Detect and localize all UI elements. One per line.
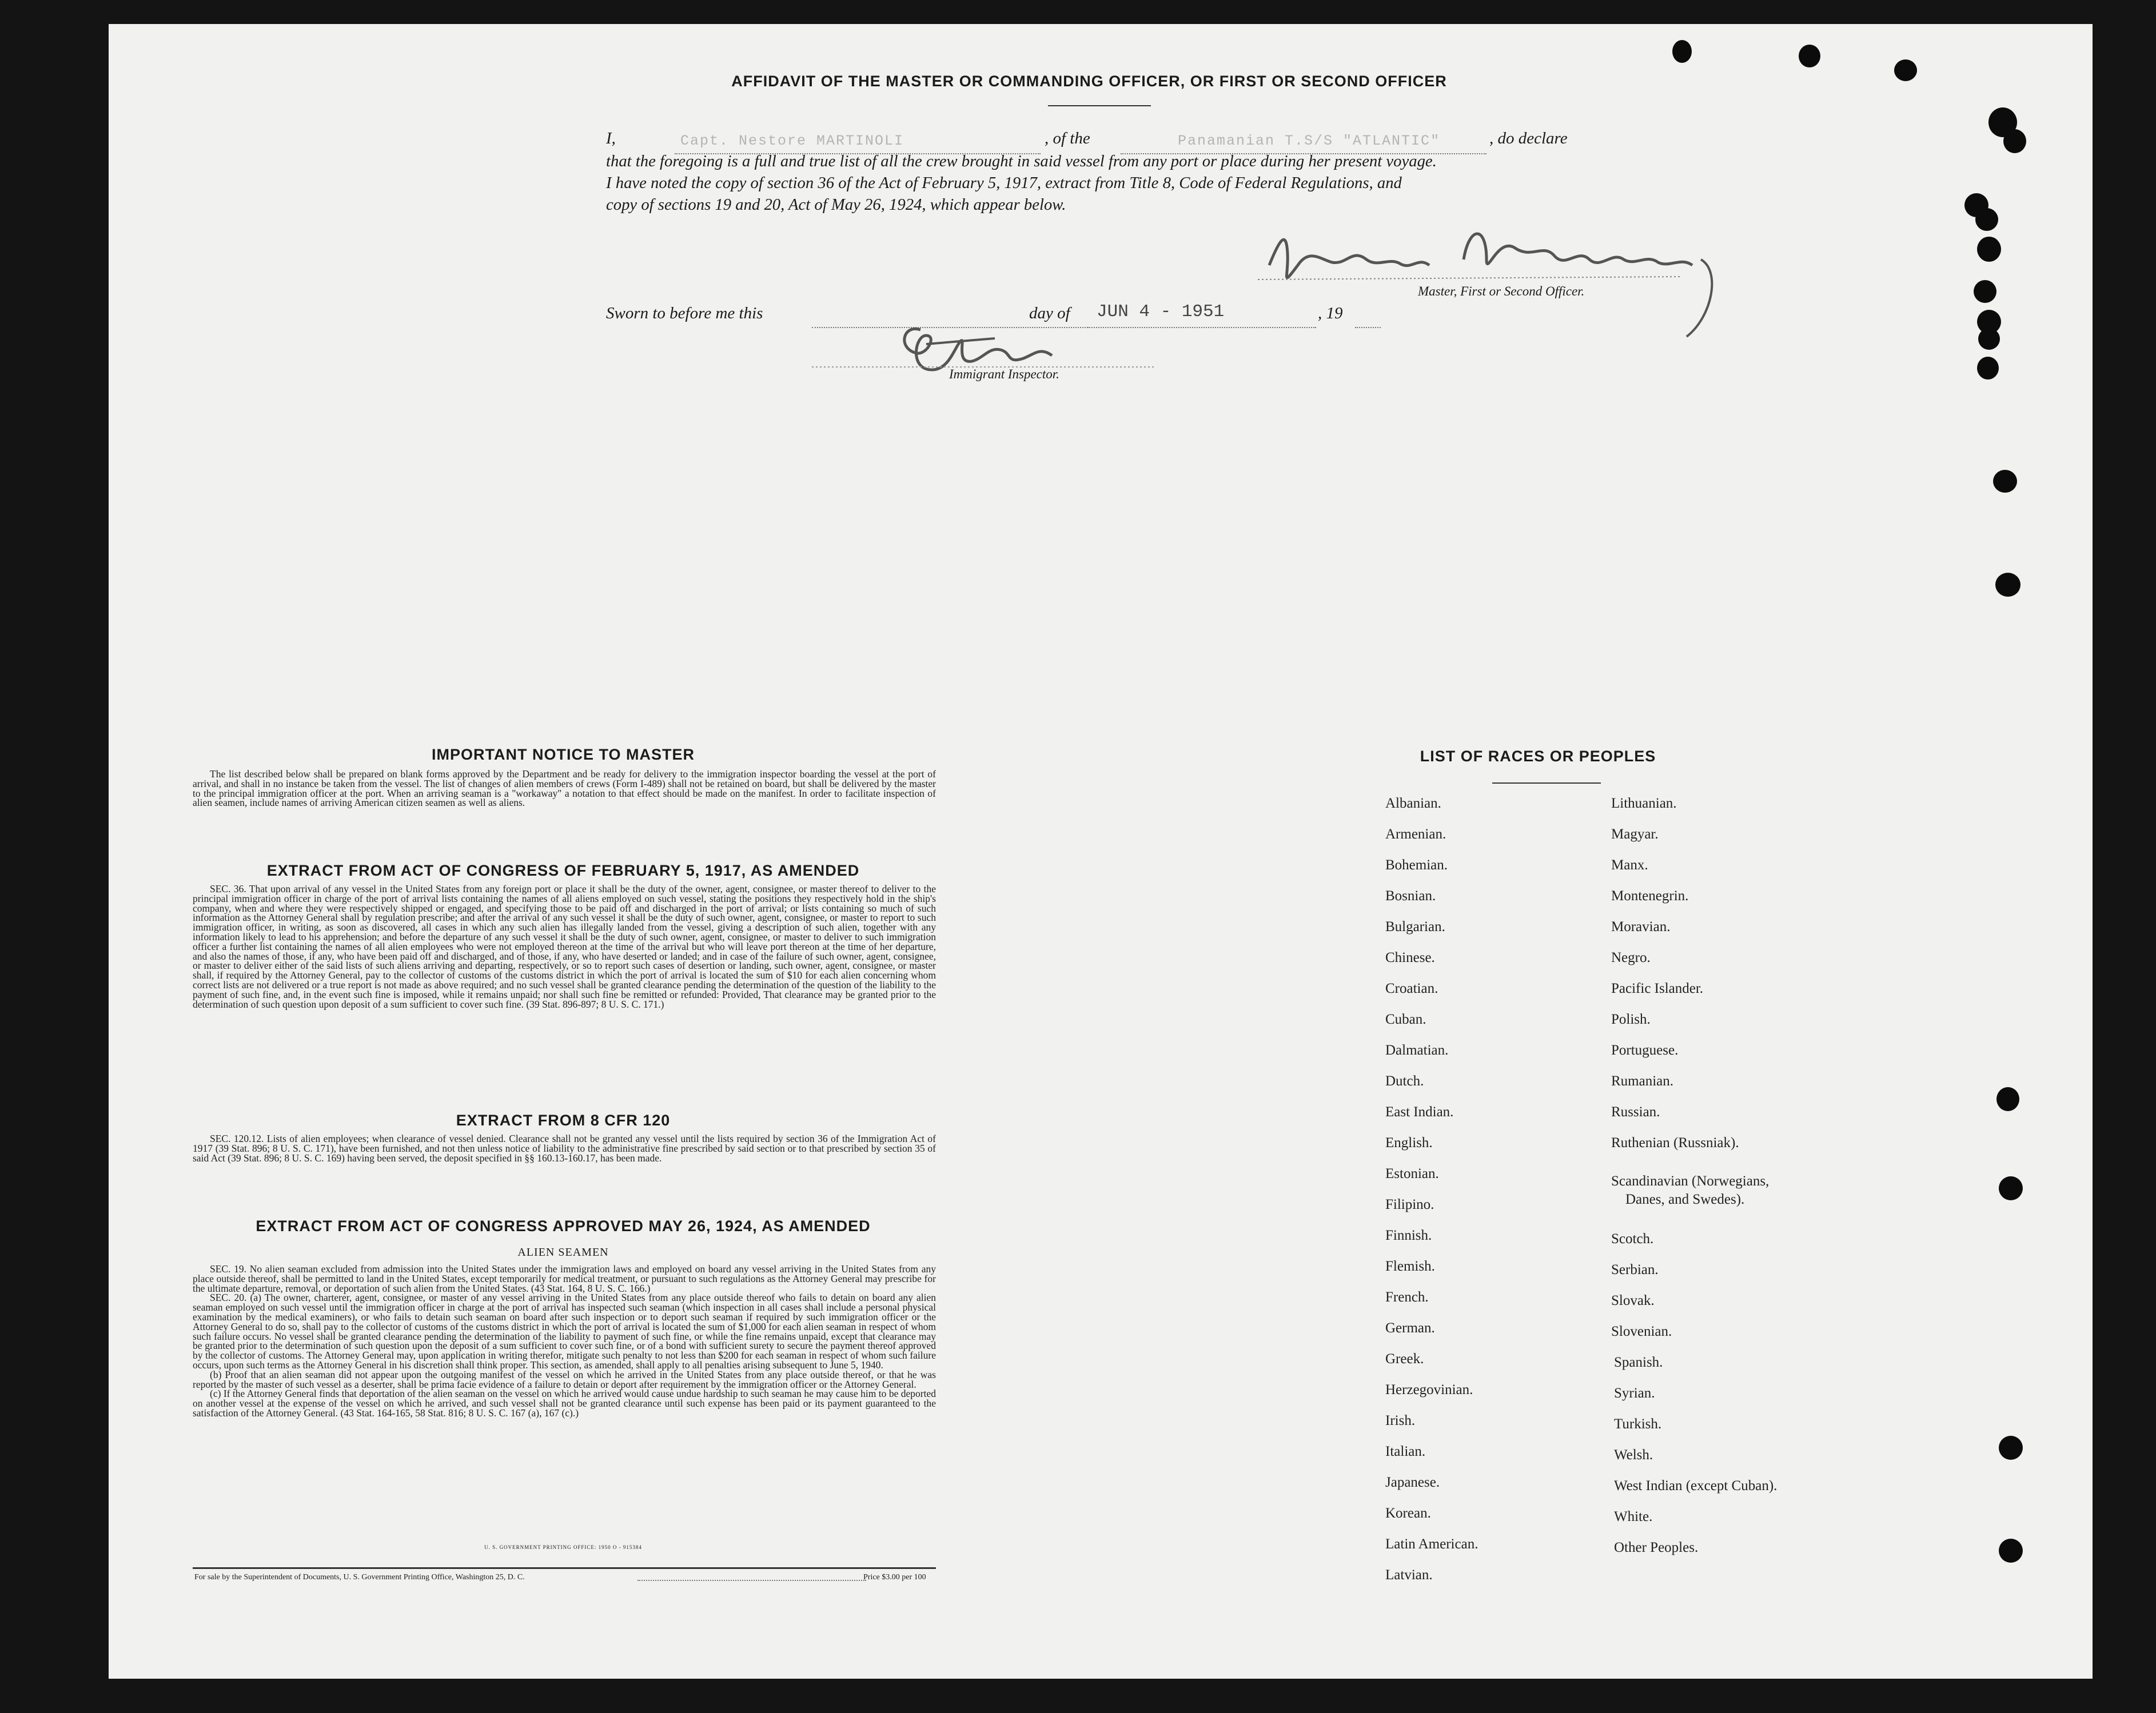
race-item: Armenian.: [1385, 826, 1446, 842]
race-item: Slovak.: [1611, 1293, 1655, 1308]
affidavit-line-2: that the foregoing is a full and true list of all the crew brought in said vessel from any port or place during her present voyage.: [606, 152, 1437, 170]
master-caption: Master, First or Second Officer.: [1418, 284, 1585, 298]
footer-leader: [637, 1580, 866, 1581]
affidavit-line-3: I have noted the copy of section 36 of the Act of February 5, 1917, extract from Title 8, Code of Federal Regulations, and: [606, 174, 1402, 192]
race-item: Portuguese.: [1611, 1043, 1679, 1058]
punch-hole: [1999, 1436, 2023, 1460]
race-item: Bulgarian.: [1385, 919, 1445, 935]
race-item: East Indian.: [1385, 1104, 1454, 1120]
race-item: English.: [1385, 1135, 1433, 1151]
inspector-caption: Immigrant Inspector.: [949, 367, 1059, 381]
affidavit-line-4: copy of sections 19 and 20, Act of May 26, 1924, which appear below.: [606, 195, 1066, 214]
race-item: Rumanian.: [1611, 1073, 1674, 1089]
punch-hole: [1977, 237, 2001, 262]
race-item: Italian.: [1385, 1444, 1426, 1459]
punch-hole: [1995, 573, 2020, 597]
races-title-underline: [1492, 782, 1601, 784]
race-item: German.: [1385, 1320, 1435, 1336]
race-item: Korean.: [1385, 1506, 1431, 1521]
punch-hole: [1999, 1539, 2023, 1563]
race-item: Dutch.: [1385, 1073, 1424, 1089]
race-item: Finnish.: [1385, 1228, 1432, 1243]
extract-1924-body: SEC. 19. No alien seaman excluded from admission into the United States under the immigration laws and employed on board any vessel arriving in the United States from any place outside thereof, shall be permitted to land in the United States, except temporarily for medical treatment, or pursuant to such regulations as the Attorney General may prescribe for the ultimate departure, removal, or deportation of such alien from the United States. (43 Stat. 164, 8 U. S. C. 166.) SEC. 20. (a) The owner, charterer, agent, consignee, or master of any vessel arriving in the United States from any place outside thereof who fails to detain on board any alien seaman employed on such vessel until the immigration officer in charge at the port of arrival has inspected such seaman (which inspection in all cases shall include a personal physical examination by the medical examiners), or who fails to detain such seaman on board after such inspection or to deport such seaman if required by such immigration officer or the Attorney General to do so, shall pay to the collector of customs of the customs district in which the port of arrival is located the sum of $1,000 for each alien seaman in respect of whom such failure occurs. No vessel shall be granted clearance pending the determination of the liability to payment of such fine, or while the fine remains unpaid, except that clearance may be granted prior to the determination of such question upon the deposit of a sum sufficient to cover such fine, or of a bond with sufficient surety to secure the payment thereof approved by the collector of customs. The Attorney General may, upon application in writing therefor, mitigate such penalty to not less than $200 for each seaman in respect of whom such failure occurs, upon such terms as the Attorney General in his discretion shall think proper. This section, as amended, shall apply to all penalties arising subsequent to June 5, 1940. (b) Proof that an alien seaman did not appear upon the outgoing manifest of the vessel on which he arrived in the United States from any place outside thereof, or that he was reported by the master of such vessel as a deserter, shall be prima facie evidence of a failure to detain or deport after requirement by the immigration officer or the Attorney General. (c) If the Attorney General finds that deportation of the alien seaman on the vessel on which he arrived would cause undue hardship to such seaman he may cause him to be deported on another vessel at the expense of the vessel on which he arrived, and such vessel shall not be granted clearance until such expense has been paid or its payment guaranteed to the satisfaction of the Attorney General. (43 Stat. 164-165, 58 Stat. 816; 8 U. S. C. 167 (a), 167 (c).): [193, 1263, 936, 1419]
race-item: French.: [1385, 1289, 1429, 1305]
punch-hole: [1799, 45, 1820, 67]
notice-title: IMPORTANT NOTICE TO MASTER: [432, 746, 695, 763]
race-item: Pacific Islander.: [1611, 981, 1704, 996]
race-item: Cuban.: [1385, 1012, 1426, 1027]
affidavit-line-1: [606, 129, 616, 148]
extract-1924-title: EXTRACT FROM ACT OF CONGRESS APPROVED MAY 26, 1924, AS AMENDED: [256, 1217, 871, 1235]
race-item: Moravian.: [1611, 919, 1671, 935]
extract-1917-title: EXTRACT FROM ACT OF CONGRESS OF FEBRUARY 5, 1917, AS AMENDED: [266, 862, 860, 879]
punch-hole: [1996, 1087, 2019, 1111]
punch-hole: [1993, 470, 2017, 493]
race-item: Welsh.: [1614, 1447, 1653, 1463]
race-item: Albanian.: [1385, 796, 1441, 811]
race-item: Other Peoples.: [1614, 1540, 1699, 1555]
day-of-label: day of: [1029, 304, 1070, 322]
i-label: I,: [606, 129, 616, 147]
race-item: Filipino.: [1385, 1197, 1434, 1212]
race-item: Herzegovinian.: [1385, 1382, 1473, 1397]
price-line: Price $3.00 per 100: [863, 1573, 926, 1582]
master-signature: [1246, 202, 1721, 345]
punch-hole: [1978, 328, 2000, 350]
extract-1917-body: SEC. 36. That upon arrival of any vessel in the United States from any foreign port or place it shall be the duty of the owner, agent, consignee, or master thereof to deliver to the principal immigration officer in charge of the port of arrival lists containing the names of all aliens employed on such vessel, stating the positions they respectively hold in the ship's company, when and where they were respectively shipped or engaged, and specifying those to be paid off and discharged in the port of arrival; or lists containing so much of such information as the Attorney General shall by regulation prescribe; and after the arrival of any such vessel it shall be the duty of such owner, agent, consignee, or master to report to such immigration officer, in writing, as soon as discovered, all cases in which any such alien has illegally landed from the vessel, giving a description of such alien, together with any information likely to lead to his apprehension; and before the departure of any such vessel it shall be the duty of such owner, agent, consignee, or master to deliver to such immigration officer a further list containing the names of all alien employees who were not employed thereon at the time of the arrival but who will leave port thereon at the time of her departure, and also the names of those, if any, who have been paid off and discharged, and of those, if any, who have deserted or landed; and in case of the failure of such owner, agent, consignee, or master to deliver either of the said lists of such aliens arriving and departing, respectively, or so to report such cases of desertion or landing, such owner, agent, consignee, or master shall, if required by the Attorney General, pay to the collector of customs of the customs district in which the port of arrival is located the sum of $10 for each alien concerning whom correct lists are not delivered or a true report is not made as above required; and no such vessel shall be granted clearance pending the determination of the question of the liability to the payment of such fine, and, in the event such fine is imposed, while it remains unpaid; nor shall such fine be remitted or refunded: Provided, That clearance may be granted prior to the determination of such question upon deposit of a sum sufficient to cover such fine. (39 Stat. 896-897; 8 U. S. C. 171.): [193, 883, 936, 1010]
year-blank: [1355, 327, 1381, 328]
races-title: LIST OF RACES OR PEOPLES: [1420, 748, 1656, 765]
race-item: Greek.: [1385, 1351, 1424, 1367]
for-sale-line: For sale by the Superintendent of Documents, U. S. Government Printing Office, Washington 25, D. C.: [194, 1573, 525, 1582]
race-item: Turkish.: [1614, 1416, 1662, 1432]
race-item: Bohemian.: [1385, 857, 1448, 873]
race-item: Croatian.: [1385, 981, 1438, 996]
vessel-name-typed: Panamanian T.S/S "ATLANTIC": [1178, 133, 1441, 149]
year-label: , 19: [1318, 304, 1343, 322]
race-item: Danes, and Swedes).: [1625, 1192, 1745, 1207]
of-the-label: , of the: [1045, 129, 1090, 147]
date-stamp: JUN 4 - 1951: [1097, 302, 1225, 322]
alien-seamen-subtitle: ALIEN SEAMEN: [517, 1246, 609, 1259]
race-item: Scotch.: [1611, 1231, 1654, 1247]
race-item: Japanese.: [1385, 1475, 1440, 1490]
document-page: [109, 24, 2093, 1679]
race-item: Estonian.: [1385, 1166, 1439, 1181]
race-item: Montenegrin.: [1611, 888, 1689, 904]
punch-hole: [1894, 59, 1917, 81]
notice-body: The list described below shall be prepared on blank forms approved by the Department and be ready for delivery to the immigration inspector boarding the vessel at the port of arrival, and shall in no instance be taken from the vessel. The list of changes of alien members of crews (Form I-489) shall not be retained on board, but shall be delivered by the master to the principal immigration officer at the port. When an arriving seaman is a "workaway" a notation to that effect should be made on the manifest. In order to facilitate inspection of alien seamen, include names of arriving American citizen seamen as well as aliens.: [193, 768, 936, 809]
punch-hole: [1975, 208, 1998, 231]
master-name-typed: Capt. Nestore MARTINOLI: [680, 133, 904, 149]
punch-hole: [1999, 1176, 2023, 1200]
race-item: Syrian.: [1614, 1385, 1655, 1401]
footer-rule: [193, 1567, 936, 1569]
punch-hole: [1672, 40, 1692, 63]
title-underline: [1048, 105, 1151, 106]
do-declare-label: , do declare: [1489, 129, 1568, 147]
race-item: Lithuanian.: [1611, 796, 1677, 811]
race-item: Magyar.: [1611, 826, 1659, 842]
punch-hole: [1974, 280, 1996, 303]
race-item: Negro.: [1611, 950, 1651, 965]
race-item: Slovenian.: [1611, 1324, 1672, 1339]
race-item: Irish.: [1385, 1413, 1416, 1428]
sworn-label: Sworn to before me this: [606, 304, 763, 322]
race-item: Latvian.: [1385, 1567, 1433, 1583]
extract-cfr-title: EXTRACT FROM 8 CFR 120: [456, 1112, 671, 1129]
race-item: Polish.: [1611, 1012, 1651, 1027]
extract-cfr-body: SEC. 120.12. Lists of alien employees; when clearance of vessel denied. Clearance shall not be granted any vessel until the lists required by section 36 of the Immigration Act of 1917 (39 Stat. 896; 8 U. S. C. 171), have been furnished, and not then unless notice of liability to the administrative fine prescribed by said section or to that prescribed by section 35 of said Act (39 Stat. 896; 8 U. S. C. 169) having been served, the deposit specified in §§ 160.13-160.17, has been made.: [193, 1133, 936, 1164]
race-item: Bosnian.: [1385, 888, 1436, 904]
race-item: Flemish.: [1385, 1259, 1435, 1274]
race-item: Scandinavian (Norwegians,: [1611, 1173, 1770, 1189]
affidavit-title: AFFIDAVIT OF THE MASTER OR COMMANDING OFFICER, OR FIRST OR SECOND OFFICER: [731, 73, 1447, 90]
race-item: White.: [1614, 1509, 1653, 1524]
race-item: Spanish.: [1614, 1355, 1663, 1370]
race-item: Russian.: [1611, 1104, 1660, 1120]
race-item: West Indian (except Cuban).: [1614, 1478, 1778, 1494]
race-item: Serbian.: [1611, 1262, 1659, 1277]
race-item: Chinese.: [1385, 950, 1435, 965]
punch-hole: [2003, 129, 2026, 153]
race-item: Dalmatian.: [1385, 1043, 1449, 1058]
printing-office-line: U. S. GOVERNMENT PRINTING OFFICE: 1950 O - 915384: [484, 1544, 642, 1550]
race-item: Manx.: [1611, 857, 1648, 873]
race-item: Ruthenian (Russniak).: [1611, 1135, 1739, 1151]
race-item: Latin American.: [1385, 1536, 1478, 1552]
punch-hole: [1977, 357, 1999, 380]
